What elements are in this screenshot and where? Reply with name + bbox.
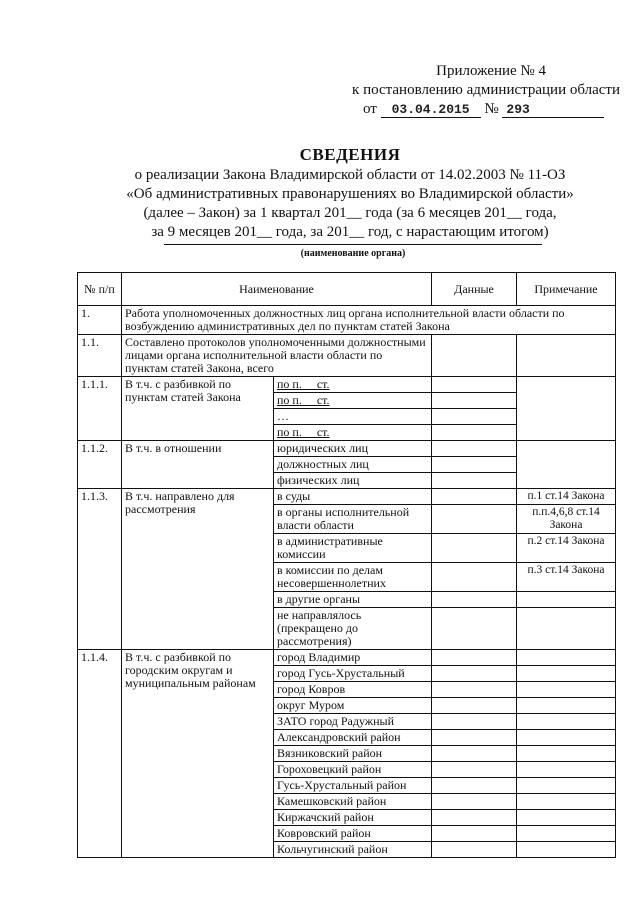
data-cell — [432, 794, 517, 810]
sub-item: город Владимир — [274, 650, 432, 666]
sub-item: Киржачский район — [274, 810, 432, 826]
sub-item: в суды — [274, 489, 432, 505]
note-cell: п.п.4,6,8 ст.14 Закона — [517, 505, 616, 534]
data-cell — [432, 842, 517, 858]
note-cell — [517, 746, 616, 762]
row-label: В т.ч. направлено для рассмотрения — [122, 489, 274, 650]
report-table — [77, 272, 616, 858]
table-row — [78, 306, 616, 335]
sub-item: по п.__ ст. — [274, 393, 432, 409]
data-cell — [432, 563, 517, 592]
sub-item: в комиссии по делам несовершеннолетних — [274, 563, 432, 592]
header-name: Наименование — [122, 273, 432, 306]
sub-item: в другие органы — [274, 592, 432, 608]
data-cell — [432, 592, 517, 608]
sub-item: Гороховецкий район — [274, 762, 432, 778]
title-line-4: за 9 месяцев 201__ года, за 201__ год, с нарастающим итогом) — [151, 224, 549, 240]
sub-item: Ковровский район — [274, 826, 432, 842]
table-header-row — [78, 273, 616, 306]
sub-item: в административные комиссии — [274, 534, 432, 563]
data-cell — [432, 473, 517, 489]
row-text: Работа уполномоченных должностных лиц органа исполнительной власти области по возбуждению административных дел по пунктам статей Закона — [122, 306, 616, 335]
note-cell — [517, 826, 616, 842]
row-num: 1. — [78, 306, 122, 335]
sub-item: по п.__ ст. — [274, 425, 432, 441]
table-row — [78, 377, 616, 393]
data-cell — [432, 534, 517, 563]
number-prefix: № — [484, 101, 499, 117]
sub-item: юридических лиц — [274, 441, 432, 457]
sub-item: округ Муром — [274, 698, 432, 714]
data-cell — [432, 730, 517, 746]
appendix-header — [340, 62, 620, 119]
sub-item: … — [274, 409, 432, 425]
sub-item: по п.__ ст. — [274, 377, 432, 393]
note-cell: п.2 ст.14 Закона — [517, 534, 616, 563]
data-cell — [432, 666, 517, 682]
row-num: 1.1. — [78, 335, 122, 377]
data-cell — [432, 505, 517, 534]
data-cell — [432, 335, 517, 377]
note-cell — [517, 608, 616, 650]
note-cell — [517, 794, 616, 810]
appendix-resolution: к постановлению администрации области — [352, 82, 620, 98]
row-num: 1.1.3. — [78, 489, 122, 650]
row-num: 1.1.4. — [78, 650, 122, 858]
sub-item: Гусь-Хрустальный район — [274, 778, 432, 794]
table-row — [78, 335, 616, 377]
sub-item: город Гусь-Хрустальный — [274, 666, 432, 682]
sub-item: в органы исполнительной власти области — [274, 505, 432, 534]
date-prefix: от — [363, 101, 377, 117]
sub-item: Камешковский район — [274, 794, 432, 810]
title-line-1: о реализации Закона Владимирской области от 14.02.2003 № 11-ОЗ — [134, 167, 566, 183]
row-label: В т.ч. с разбивкой по городским округам и муниципальным районам — [122, 650, 274, 858]
appendix-number: Приложение № 4 — [436, 63, 546, 79]
document-title — [110, 145, 590, 242]
title-line-2: «Об административных правонарушениях во Владимирской области» — [126, 186, 574, 202]
data-cell — [432, 778, 517, 794]
sub-item: Вязниковский район — [274, 746, 432, 762]
sub-item: Александровский район — [274, 730, 432, 746]
row-num: 1.1.1. — [78, 377, 122, 441]
row-text: Составлено протоколов уполномоченными должностными лицами органа исполнительной власти области по пунктам статей Закона, всего — [122, 335, 432, 377]
note-cell — [517, 377, 616, 441]
note-cell — [517, 730, 616, 746]
organ-caption: (наименование органа) — [300, 248, 406, 259]
data-cell — [432, 826, 517, 842]
sub-item: физических лиц — [274, 473, 432, 489]
data-cell — [432, 810, 517, 826]
sub-item: Кольчугинский район — [274, 842, 432, 858]
sub-item: ЗАТО город Радужный — [274, 714, 432, 730]
row-num: 1.1.2. — [78, 441, 122, 489]
header-num: № п/п — [78, 273, 122, 306]
note-cell — [517, 441, 616, 489]
note-cell: п.1 ст.14 Закона — [517, 489, 616, 505]
data-cell — [432, 377, 517, 393]
table-row — [78, 441, 616, 457]
note-cell — [517, 335, 616, 377]
page-title: СВЕДЕНИЯ — [299, 145, 401, 164]
table-row — [78, 489, 616, 505]
data-cell — [432, 650, 517, 666]
note-cell — [517, 842, 616, 858]
header-note: Примечание — [517, 273, 616, 306]
data-cell — [432, 441, 517, 457]
note-cell — [517, 762, 616, 778]
row-label: В т.ч. в отношении — [122, 441, 274, 489]
note-cell — [517, 778, 616, 794]
note-cell — [517, 698, 616, 714]
note-cell — [517, 810, 616, 826]
data-cell — [432, 425, 517, 441]
data-cell — [432, 393, 517, 409]
note-cell — [517, 592, 616, 608]
resolution-number: 293 — [502, 103, 604, 118]
title-line-3: (далее – Закон) за 1 квартал 201__ года (за 6 месяцев 201__ года, — [143, 205, 557, 221]
header-data: Данные — [432, 273, 517, 306]
data-cell — [432, 714, 517, 730]
note-cell: п.3 ст.14 Закона — [517, 563, 616, 592]
data-cell — [432, 409, 517, 425]
data-cell — [432, 746, 517, 762]
data-cell — [432, 762, 517, 778]
sub-item: не направлялось (прекращено до рассмотрения) — [274, 608, 432, 650]
sub-item: город Ковров — [274, 682, 432, 698]
note-cell — [517, 682, 616, 698]
note-cell — [517, 650, 616, 666]
data-cell — [432, 682, 517, 698]
data-cell — [432, 457, 517, 473]
row-label: В т.ч. с разбивкой по пунктам статей Закона — [122, 377, 274, 441]
note-cell — [517, 666, 616, 682]
data-cell — [432, 489, 517, 505]
organ-name-line — [164, 244, 542, 245]
appendix-date-line — [363, 100, 620, 119]
data-cell — [432, 698, 517, 714]
note-cell — [517, 714, 616, 730]
sub-item: должностных лиц — [274, 457, 432, 473]
data-cell — [432, 608, 517, 650]
resolution-date: 03.04.2015 — [381, 103, 481, 118]
table-row — [78, 650, 616, 666]
